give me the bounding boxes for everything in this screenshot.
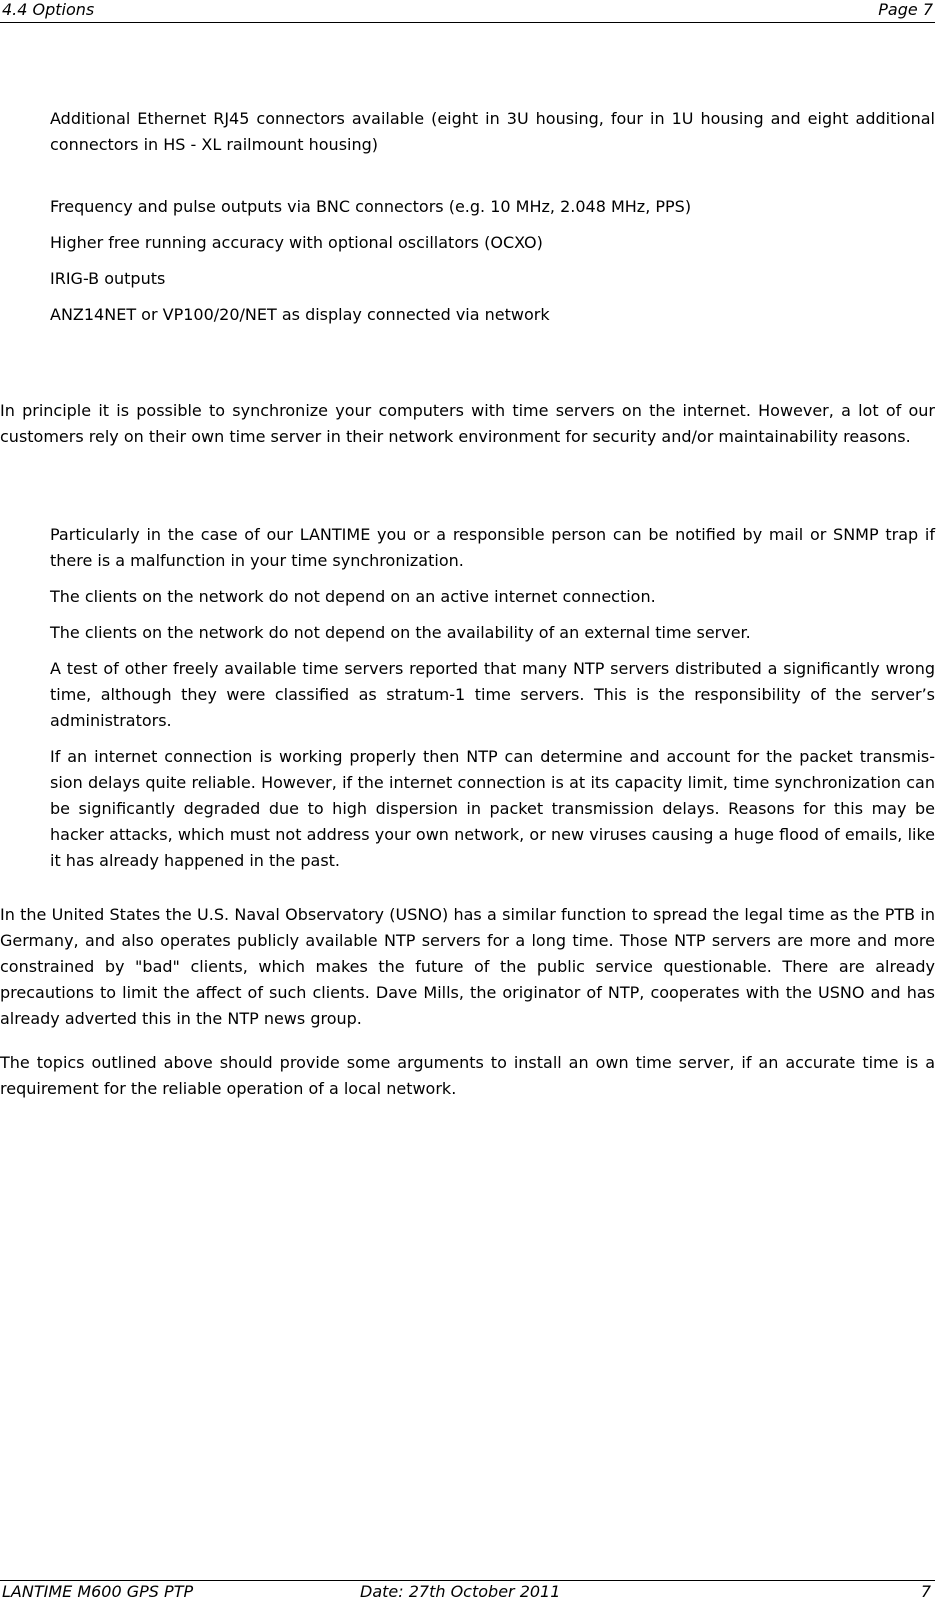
- footer-date: Date: 27th October 2011: [360, 1582, 561, 1601]
- footer-product-name: LANTIME M600 GPS PTP: [2, 1582, 194, 1601]
- option-item-ethernet: Additional Ethernet RJ45 connectors available (eight in 3U housing, four in 1U housing and eight additional connectors in HS - XL railmount housing): [50, 109, 935, 154]
- page-footer: [0, 1580, 935, 1601]
- conclusion-paragraph: The topics outlined above should provide some arguments to install an own time server, if an accurate time is a requirement for the reliable operation of a local network.: [0, 1053, 935, 1098]
- reason-item-delays: If an internet connection is working properly then NTP can determine and account for the packet transmis-sion delays quite reliable. However, if the internet connection is at its capacity limit, time synchronization can be significantly degraded due to high dispersion in packet transmission delays. Reasons for this may be hacker attacks, which must not address your own network, or new viruses causing a huge flood of emails, like it has already happened in the past.: [50, 747, 935, 870]
- page-header: [0, 0, 935, 23]
- footer-page-number: 7: [920, 1582, 931, 1601]
- header-section-title: 4.4 Options: [2, 0, 95, 19]
- option-item-oscillators: Higher free running accuracy with optional oscillators (OCXO): [50, 233, 543, 252]
- reason-item-wrong-time: A test of other freely available time servers reported that many NTP servers distributed a significantly wrong time, although they were classified as stratum-1 time servers. This is the responsibility of the server’s administrators.: [50, 659, 935, 730]
- option-item-display: ANZ14NET or VP100/20/NET as display connected via network: [50, 305, 550, 324]
- header-page-label: Page 7: [878, 0, 933, 19]
- reason-item-internet-independence: The clients on the network do not depend on an active internet connection.: [50, 587, 656, 606]
- option-item-irig-b: IRIG-B outputs: [50, 269, 166, 288]
- intro-paragraph: In principle it is possible to synchronize your computers with time servers on the internet. However, a lot of our customers rely on their own time server in their network environment for security and/or maintainability reasons.: [0, 401, 935, 446]
- reason-item-notification: Particularly in the case of our LANTIME you or a responsible person can be notified by mail or SNMP trap if there is a malfunction in your time synchronization.: [50, 525, 935, 570]
- option-item-frequency-outputs: Frequency and pulse outputs via BNC connectors (e.g. 10 MHz, 2.048 MHz, PPS): [50, 197, 692, 216]
- usno-paragraph: In the United States the U.S. Naval Observatory (USNO) has a similar function to spread the legal time as the PTB in Germany, and also operates publicly available NTP servers for a long time. Those NTP servers are more and more constrained by "bad" clients, which makes the future of the public service questionable. There are already precautions to limit the affect of such clients. Dave Mills, the originator of NTP, cooperates with the USNO and has already adverted this in the NTP news group.: [0, 905, 935, 1028]
- reason-item-server-independence: The clients on the network do not depend on the availability of an external time server.: [50, 623, 751, 642]
